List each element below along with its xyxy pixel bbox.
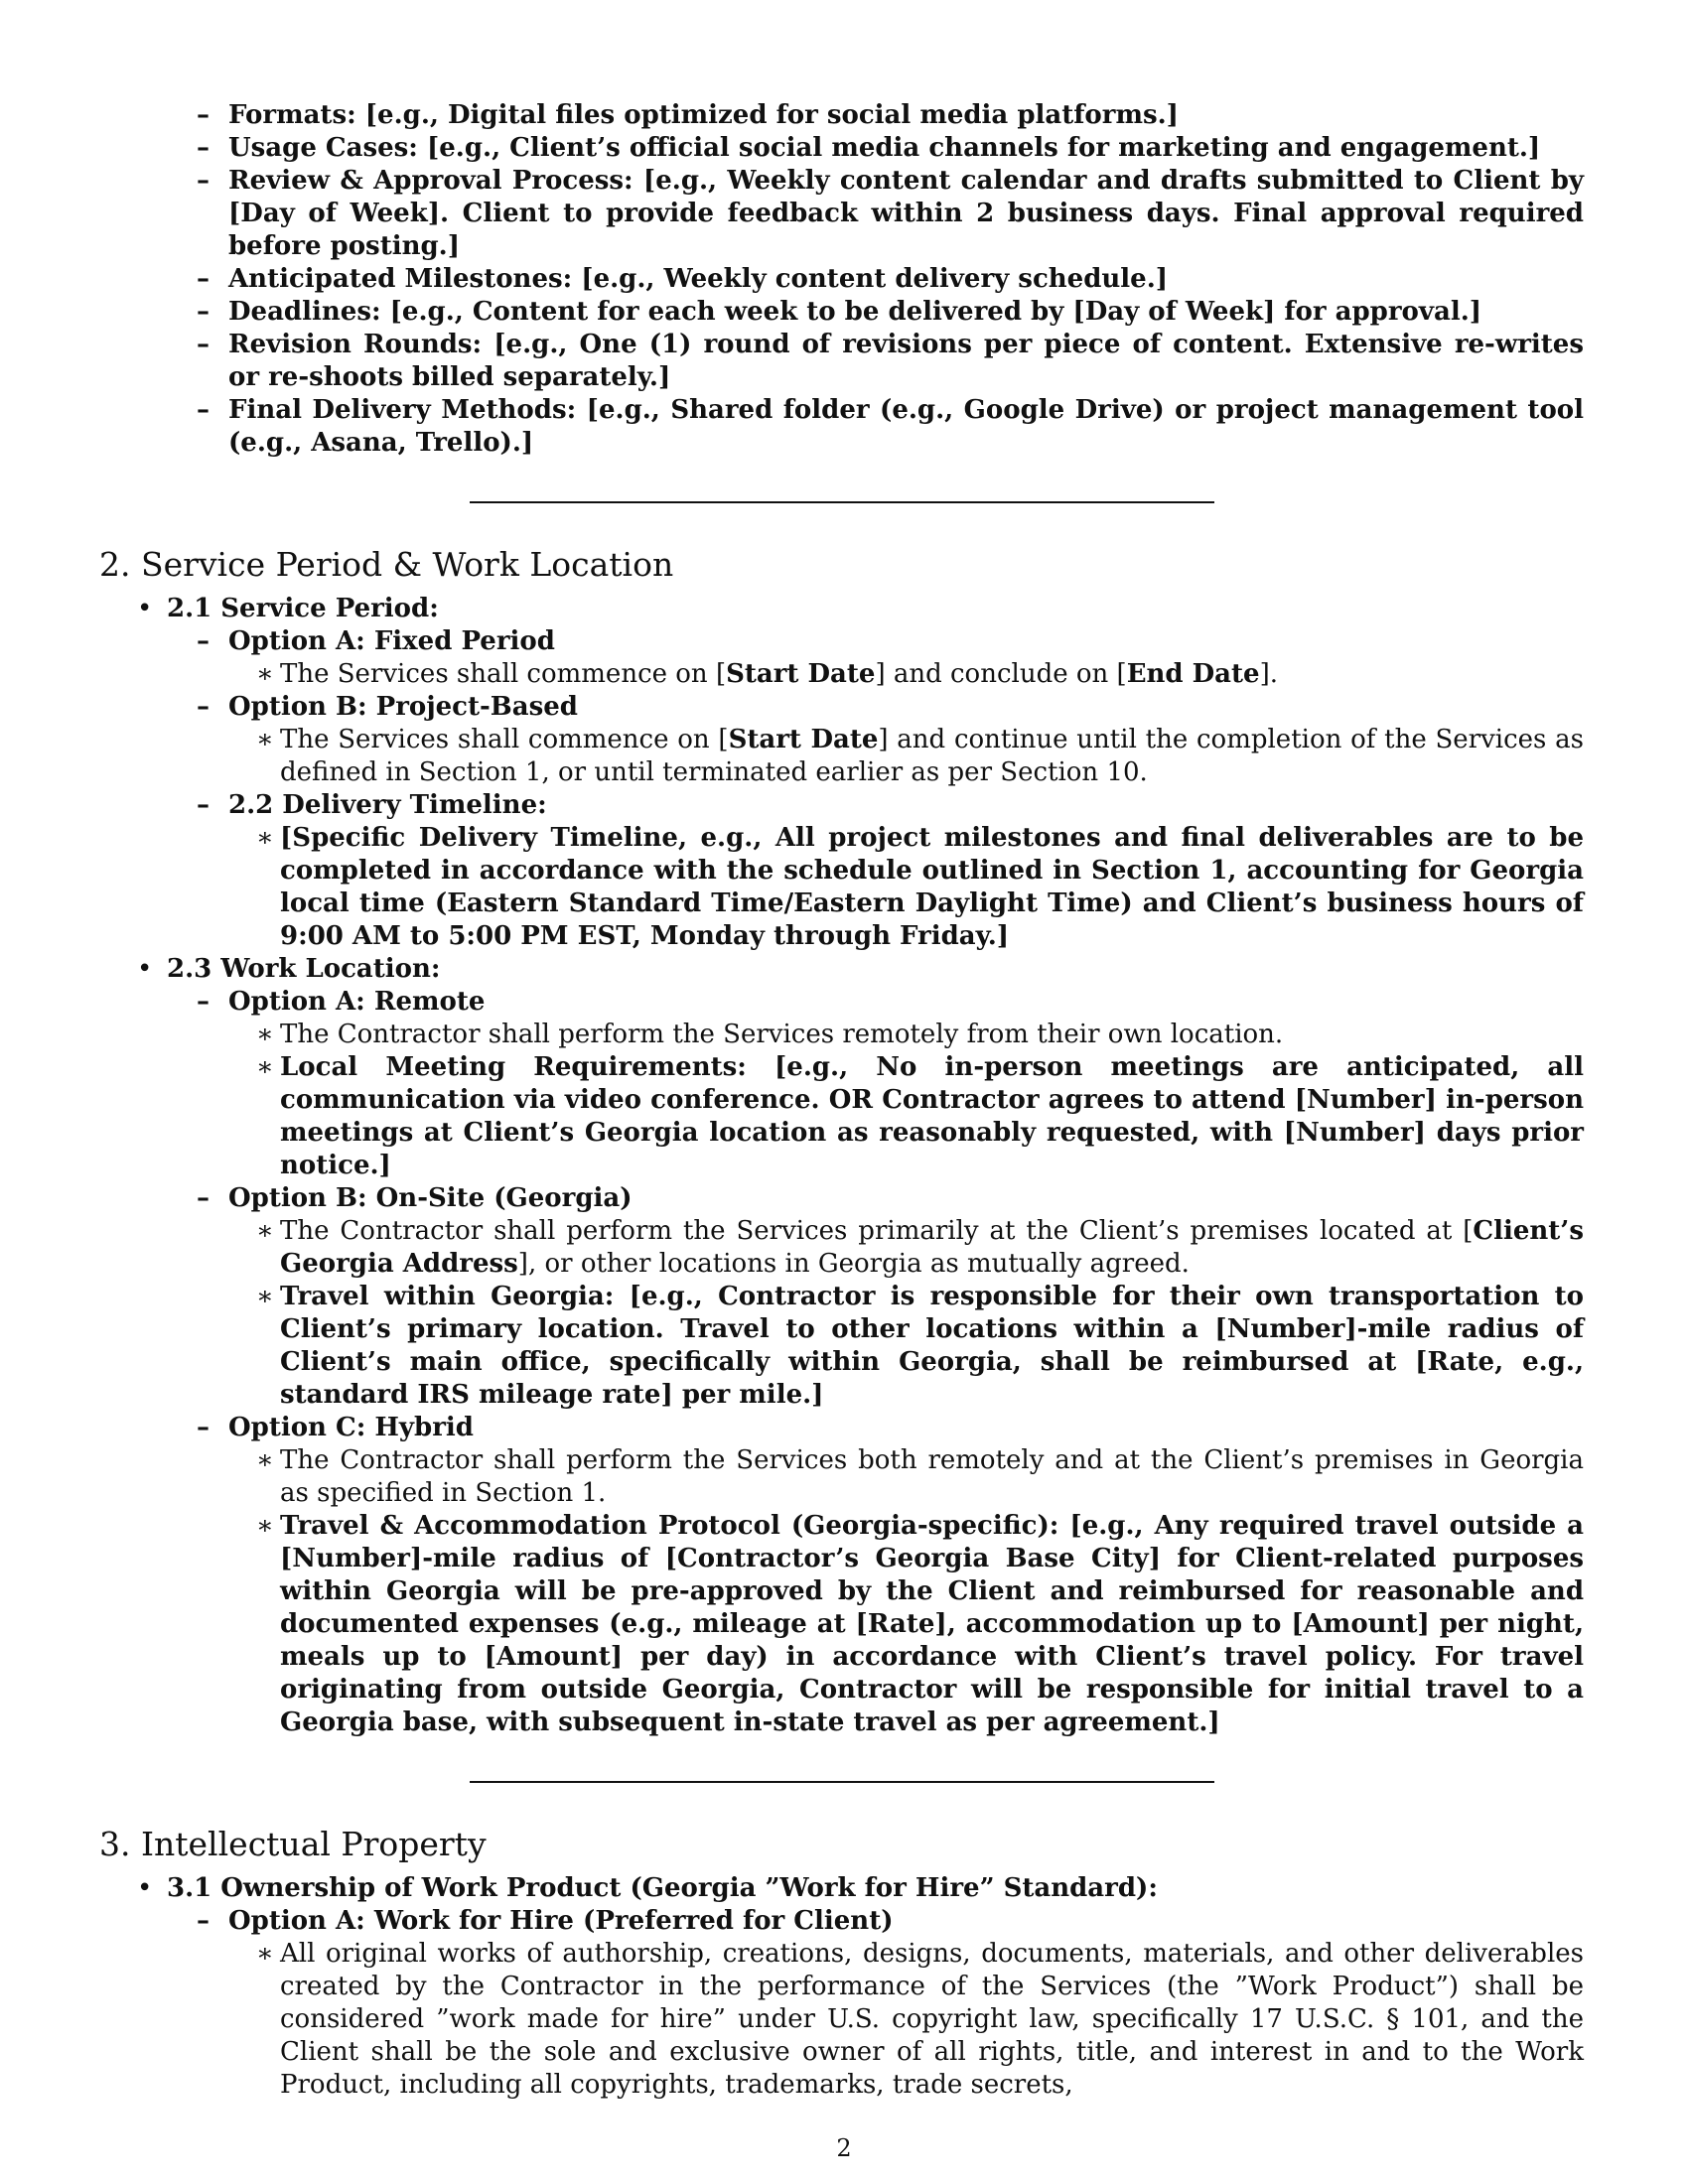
list-item <box>167 1182 1584 1412</box>
option-title: Option B: On-Site (Georgia) <box>228 1183 633 1213</box>
option-a-details <box>228 658 1584 691</box>
option-title: Option A: Work for Hire (Preferred for Client) <box>228 1906 894 1936</box>
section-heading-3: 3. Intellectual Property <box>99 1825 487 1863</box>
section-heading-2: 2. Service Period & Work Location <box>99 545 674 584</box>
list-item: – Usage Cases: [e.g., Client’s official social media channels for marketing and engagement.] <box>167 132 1584 165</box>
list-item: – Revision Rounds: [e.g., One (1) round of revisions per piece of content. Extensive re-writes or re-shoots billed separately.] <box>167 329 1584 394</box>
option-title: Option A: Remote <box>228 987 486 1017</box>
list-item <box>167 789 1584 953</box>
option-title: 2.2 Delivery Timeline: <box>228 790 547 820</box>
list-item: ∗ The Contractor shall perform the Services both remotely and at the Client’s premises in Georgia as specified in Section 1. <box>228 1444 1584 1510</box>
list-item <box>99 1872 1584 2102</box>
list-item: – Formats: [e.g., Digital files optimized for social media platforms.] <box>167 99 1584 132</box>
list-item: – Review & Approval Process: [e.g., Weekly content calendar and drafts submitted to Client by [Day of Week]. Client to provide feedback within 2 business days. Final approval required before posting.] <box>167 165 1584 263</box>
section-3-list <box>99 1872 1584 2102</box>
list-item: – Deadlines: [e.g., Content for each week to be delivered by [Day of Week] for approval.] <box>167 296 1584 329</box>
list-item: ∗ The Services shall commence on [Start Date] and continue until the completion of the Services as defined in Section 1, or until terminated earlier as per Section 10. <box>228 724 1584 789</box>
list-item <box>99 953 1584 1739</box>
list-item: ∗ Travel & Accommodation Protocol (Georgia-specific): [e.g., Any required travel outside a [Number]-mile radius of [Contractor’s Georgia Base City] for Client-related purposes within Georgia will be pre-approved by the Client and reimbursed for reasonable and documented expenses (e.g., mileage at [Rate], accommodation up to [Amount] per night, meals up to [Amount] per day) in accordance with Client’s travel policy. For travel originating from outside Georgia, Contractor will be responsible for initial travel to a Georgia base, with subsequent in-state travel as per agreement.] <box>228 1510 1584 1739</box>
section-divider <box>470 1781 1214 1783</box>
list-item <box>99 593 1584 953</box>
page-content <box>99 99 1584 2102</box>
list-item: – Final Delivery Methods: [e.g., Shared folder (e.g., Google Drive) or project management tool (e.g., Asana, Trello).] <box>167 394 1584 460</box>
list-item <box>167 986 1584 1182</box>
list-item: ∗ Local Meeting Requirements: [e.g., No in-person meetings are anticipated, all communication via video conference. OR Contractor agrees to attend [Number] in-person meetings at Client’s Georgia location as reasonably requested, with [Number] days prior notice.] <box>228 1051 1584 1182</box>
option-title: Option B: Project-Based <box>228 692 578 722</box>
remote-details <box>228 1019 1584 1182</box>
list-item <box>167 625 1584 691</box>
delivery-timeline-details <box>228 822 1584 953</box>
work-location-options <box>167 986 1584 1739</box>
list-item: ∗ The Contractor shall perform the Services primarily at the Client’s premises located at [Client’s Georgia Address], or other locations in Georgia as mutually agreed. <box>228 1215 1584 1281</box>
option-b-details <box>228 724 1584 789</box>
list-item: ∗ [Specific Delivery Timeline, e.g., All project milestones and final deliverables are to be completed in accordance with the schedule outlined in Section 1, accounting for Georgia local time (Eastern Standard Time/Eastern Daylight Time) and Client’s business hours of 9:00 AM to 5:00 PM EST, Monday through Friday.] <box>228 822 1584 953</box>
list-item: ∗ The Services shall commence on [Start Date] and conclude on [End Date]. <box>228 658 1584 691</box>
hybrid-details <box>228 1444 1584 1739</box>
list-item <box>167 691 1584 789</box>
section-divider <box>470 501 1214 503</box>
service-period-options <box>167 625 1584 953</box>
subsection-title: 3.1 Ownership of Work Product (Georgia ”Work for Hire” Standard): <box>167 1873 1158 1903</box>
option-title: Option C: Hybrid <box>228 1413 474 1442</box>
list-item: ∗ Travel within Georgia: [e.g., Contractor is responsible for their own transportation to Client’s primary location. Travel to other locations within a [Number]-mile radius of Client’s main office, specifically within Georgia, shall be reimbursed at [Rate, e.g., standard IRS mileage rate] per mile.] <box>228 1281 1584 1412</box>
list-item: ∗ The Contractor shall perform the Services remotely from their own location. <box>228 1019 1584 1051</box>
subsection-title: 2.3 Work Location: <box>167 954 441 984</box>
deliverable-details-list <box>99 99 1584 460</box>
work-for-hire-details <box>228 1938 1584 2102</box>
option-title: Option A: Fixed Period <box>228 626 555 656</box>
list-item <box>167 1412 1584 1739</box>
on-site-details <box>228 1215 1584 1412</box>
page-number: 2 <box>836 2134 852 2162</box>
section-2-list <box>99 593 1584 1739</box>
list-item <box>167 1905 1584 2102</box>
ownership-options <box>167 1905 1584 2102</box>
list-item: – Anticipated Milestones: [e.g., Weekly content delivery schedule.] <box>167 263 1584 296</box>
subsection-title: 2.1 Service Period: <box>167 594 439 623</box>
list-item: ∗ All original works of authorship, creations, designs, documents, materials, and other deliverables created by the Contractor in the performance of the Services (the ”Work Product”) shall be considered ”work made for hire” under U.S. copyright law, specifically 17 U.S.C. § 101, and the Client shall be the sole and exclusive owner of all rights, title, and interest in and to the Work Product, including all copyrights, trademarks, trade secrets, <box>228 1938 1584 2102</box>
